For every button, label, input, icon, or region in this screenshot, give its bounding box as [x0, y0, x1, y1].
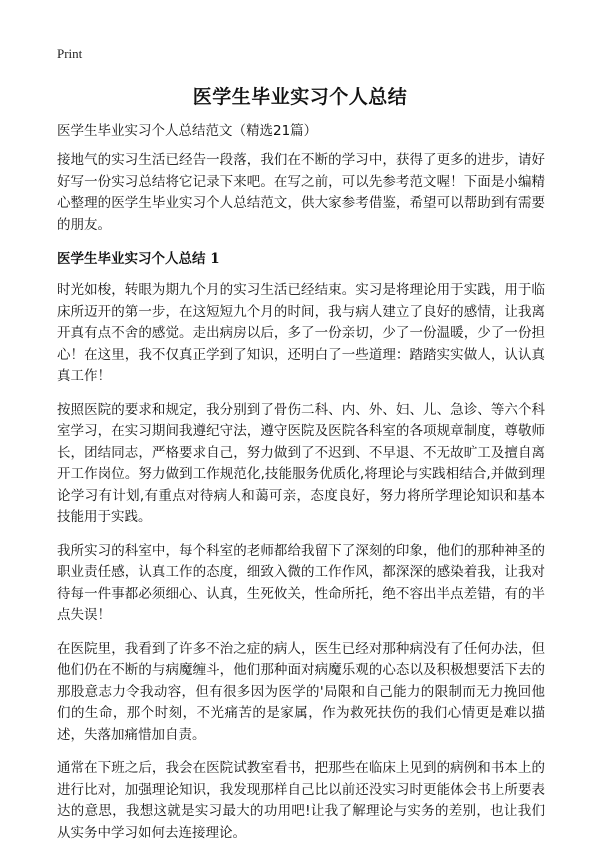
- section-heading: 医学生毕业实习个人总结 1: [57, 251, 220, 267]
- body-paragraph: 我所实习的科室中，每个科室的老师都给我留下了深刻的印象，他们的那种神圣的职业责任感，认真工作的态度，细致入微的工作作风，都深深的感染着我，让我对待每一件事都必须细心、认真，生死攸关，性命所托，绝不容出半点差错，有的半点失误！: [57, 542, 545, 623]
- document-body: [57, 120, 545, 856]
- intro-paragraph: 接地气的实习生活已经告一段落，我们在不断的学习中，获得了更多的进步，请好好写一份实习总结将它记录下来吧。在写之前，可以先参考范文喔！下面是小编精心整理的医学生毕业实习个人总结范文，供大家参考借鉴，希望可以帮助到有需要的朋友。: [57, 152, 545, 233]
- document-subtitle: 医学生毕业实习个人总结范文（精选21篇）: [57, 123, 318, 139]
- page-title: 医学生毕业实习个人总结: [192, 86, 408, 108]
- body-paragraph: 在医院里，我看到了许多不治之症的病人，医生已经对那种病没有了任何办法，但他们仍在不断的与病魔缠斗，他们那种面对病魔乐观的心态以及积极想要活下去的那股意志力令我动容，但有很多因为医学的'局限和自己能力的限制而无力挽回他们的生命，那个时刻，不光痛苦的是家属，作为救死扶伤的我们心情更是难以描述，失落加痛惜加自责。: [57, 640, 545, 743]
- body-paragraph: 通常在下班之后，我会在医院试教室看书，把那些在临床上见到的病例和书本上的进行比对，加强理论知识，我发现那样自己比以前还没实习时更能体会书上所要表达的意思，我想这就是实习最大的功用吧!让我了解理论与实务的差别，也让我们从实务中学习如何去连接理论。: [57, 760, 545, 841]
- print-link[interactable]: Print: [57, 46, 83, 61]
- body-paragraph: 时光如梭，转眼为期九个月的实习生活已经结束。实习是将理论用于实践，用于临床所迈开的第一步，在这短短九个月的时间，我与病人建立了良好的感情，让我离开真有点不舍的感觉。走出病房以后，多了一份亲切，少了一份温暖，少了一份担心！在这里，我不仅真正学到了知识，还明白了一些道理：踏踏实实做人，认认真真工作！: [57, 282, 545, 384]
- body-paragraph: 按照医院的要求和规定，我分别到了骨伤二科、内、外、妇、儿、急诊、等六个科室学习，在实习期间我遵纪守法，遵守医院及医院各科室的各项规章制度，尊敬师长，团结同志，严格要求自己，努力做到了不迟到、不早退、不无故旷工及擅自离开工作岗位。努力做到工作规范化,技能服务优质化,将理论与实践相结合,并做到理论学习有计划,有重点对待病人和蔼可亲，态度良好，努力将所学理论知识和基本技能用于实践。: [57, 401, 545, 525]
